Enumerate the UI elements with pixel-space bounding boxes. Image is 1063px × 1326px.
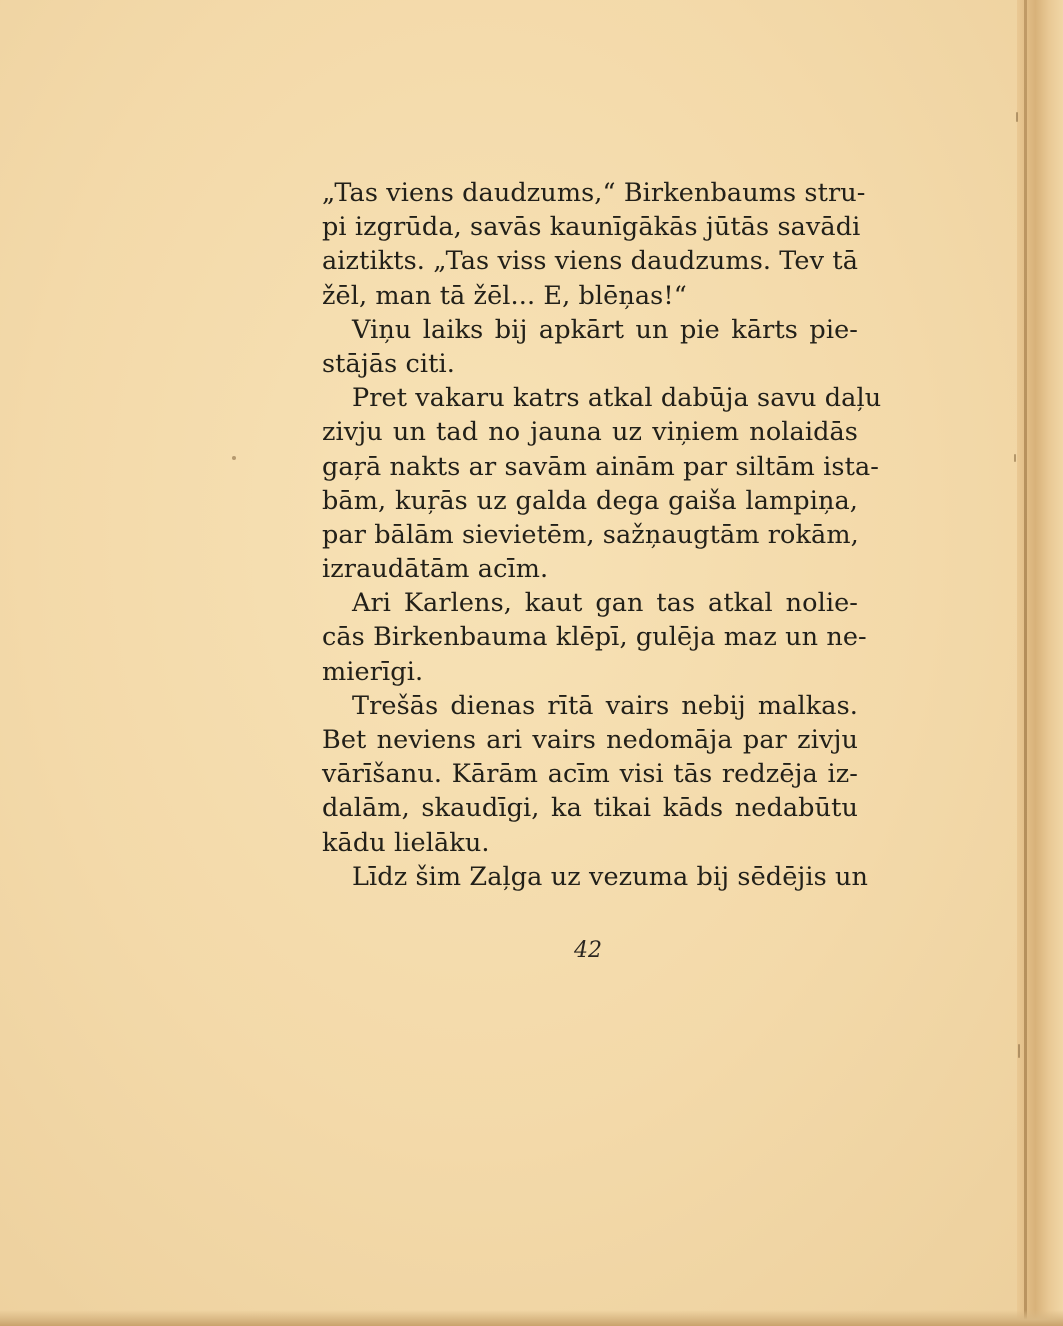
text-line: Pret vakaru katrs atkal dabūja savu daļu bbox=[352, 383, 882, 414]
text-line: Trešās dienas rītā vairs nebij malkas. bbox=[352, 690, 858, 721]
text-line: vārīšanu. Kārām acīm visi tās redzēja iz- bbox=[322, 759, 858, 790]
paper-speck bbox=[232, 456, 236, 460]
text-line: Bet neviens ari vairs nedomāja par zivju bbox=[322, 725, 858, 755]
body-text bbox=[322, 176, 882, 894]
text-line: kādu lielāku. bbox=[322, 827, 490, 858]
paper-speck bbox=[1014, 454, 1016, 462]
text-line: bām, kuŗās uz galda dega gaiša lampiņa, bbox=[322, 485, 858, 516]
text-line: mierīgi. bbox=[322, 656, 424, 687]
text-line: izraudātām acīm. bbox=[322, 554, 549, 585]
page-number: 42 bbox=[574, 938, 602, 963]
text-line: Viņu laiks bij apkārt un pie kārts pie- bbox=[352, 314, 858, 345]
paper-speck bbox=[1016, 112, 1018, 122]
paper-speck bbox=[1018, 1044, 1020, 1058]
text-line: cās Birkenbauma klēpī, gulēja maz un ne- bbox=[322, 622, 867, 653]
text-line: žēl, man tā žēl... E, blēņas!“ bbox=[322, 280, 687, 311]
text-line: stājās citi. bbox=[322, 348, 455, 379]
text-line: Ari Karlens, kaut gan tas atkal nolie- bbox=[352, 588, 858, 619]
text-line: „Tas viens daudzums,“ Birkenbaums stru- bbox=[322, 178, 866, 208]
text-line: aiztikts. „Tas viss viens daudzums. Tev tā bbox=[322, 246, 858, 277]
text-line: dalām, skaudīgi, ka tikai kāds nedabūtu bbox=[322, 793, 858, 824]
text-line: gaŗā nakts ar savām ainām par siltām ista- bbox=[322, 451, 879, 482]
text-line: Līdz šim Zaļga uz vezuma bij sēdējis un bbox=[352, 861, 869, 892]
text-line: pi izgrūda, savās kaunīgākās jūtās savādi bbox=[322, 212, 861, 243]
text-line: zivju un tad no jauna uz viņiem nolaidās bbox=[322, 417, 858, 448]
page-bottom-edge bbox=[0, 1310, 1063, 1326]
text-line: par bālām sievietēm, sažņaugtām rokām, bbox=[322, 519, 859, 550]
binding-edge bbox=[1024, 0, 1027, 1326]
